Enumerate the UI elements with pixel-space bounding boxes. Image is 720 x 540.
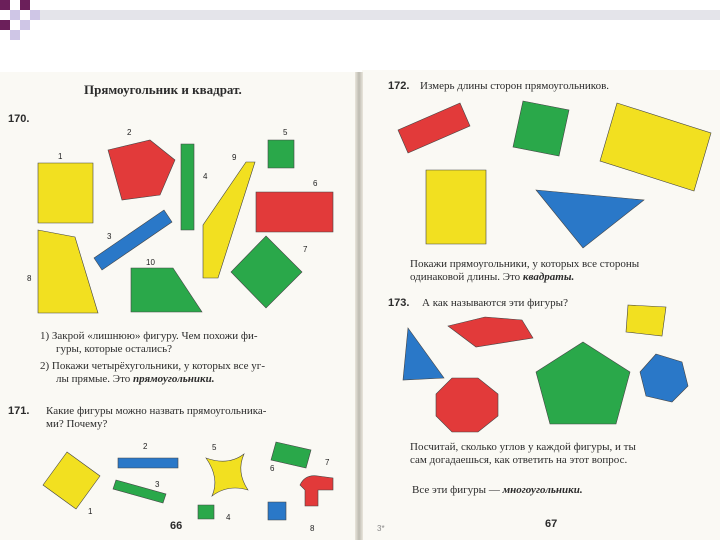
term-polygons: многоугольники. [502, 484, 583, 496]
figure-label: 5 [283, 128, 288, 137]
ex172-blue-triangle-shape [536, 190, 644, 248]
ex170-figure-4-green-strip [181, 144, 194, 230]
figure-label: 1 [88, 507, 93, 516]
figure-label: 7 [303, 245, 308, 254]
ex171-figure-8-red-shape [300, 476, 333, 506]
corner-mark: 3* [377, 524, 385, 533]
ex170-task2-line1: 2) Покажи четырёхугольники, у которых все уг- [40, 360, 265, 372]
ex172-text: Измерь длины сторон прямоугольников. [420, 80, 610, 92]
figure-label: 4 [226, 513, 231, 522]
figure-label: 1 [58, 152, 63, 161]
ex171-figure-1-yellow-square [43, 452, 100, 509]
ex171-text-line1: Какие фигуры можно назвать прямоугольника- [46, 405, 267, 417]
ex173-conclusion-text: Все эти фигуры — [412, 484, 503, 496]
term-rectangles: прямоугольники. [132, 373, 215, 385]
exercise-171-number: 171. [8, 405, 30, 417]
figure-label: 2 [143, 442, 148, 451]
ex170-figure-2-red-pentagon [108, 140, 175, 200]
ex173-green-pentagon [536, 342, 630, 424]
figure-label: 9 [232, 153, 237, 162]
exercise-170-number: 170. [8, 113, 30, 125]
page-number-left: 66 [170, 520, 183, 532]
ex170-figure-8-yellow-trapezoid [38, 230, 98, 313]
ex172-green-square [513, 101, 569, 156]
ex171-figure-4-green-square [198, 505, 214, 519]
exercise-173-number: 173. [388, 297, 410, 309]
figure-label: 5 [212, 443, 217, 452]
ex170-figure-5-green-square [268, 140, 294, 168]
ex171-figure-2-blue-strip [118, 458, 178, 468]
figure-label: 8 [27, 274, 32, 283]
ex170-task2-text: лы прямые. Это [56, 373, 133, 385]
ex173-conclusion [412, 484, 583, 497]
term-squares: квадраты. [522, 271, 575, 283]
ex173-note-line2: сам догадаешься, как ответить на этот вопрос. [410, 454, 628, 466]
figure-label: 6 [313, 179, 318, 188]
ex172-note-text: одинаковой длины. Это [410, 271, 523, 283]
ex170-task1-line2: гуры, которые остались? [56, 343, 172, 355]
page-number-right: 67 [545, 518, 558, 530]
figure-label: 4 [203, 172, 208, 181]
ex170-figure-1-yellow-rectangle [38, 163, 93, 223]
figure-label: 10 [146, 258, 155, 267]
figure-label: 3 [155, 480, 160, 489]
ex172-note-line2 [410, 271, 574, 284]
ex173-red-pentagon [448, 317, 533, 347]
figure-label: 2 [127, 128, 132, 137]
ex170-figure-6-red-rectangle [256, 192, 333, 232]
ex170-task1-line1: 1) Закрой «лишнюю» фигуру. Чем похожи фи- [40, 330, 258, 342]
ex172-yellow-square [426, 170, 486, 244]
ex172-note-line1: Покажи прямоугольники, у которых все стороны [410, 258, 640, 270]
ex171-figure-7-blue-square [268, 502, 286, 520]
ex171-figure-5-yellow-curved-shape [206, 454, 248, 496]
ex170-figure-3-blue-strip [94, 210, 172, 270]
figure-label: 3 [107, 232, 112, 241]
figure-label: 6 [270, 464, 275, 473]
ex170-figure-7-green-rhombus [231, 236, 302, 308]
ex170-task2-line2 [56, 373, 214, 386]
ex173-red-octagon [436, 378, 498, 432]
ex171-text-line2: ми? Почему? [46, 418, 108, 430]
figure-label: 7 [325, 458, 330, 467]
ex173-note-line1: Посчитай, сколько углов у каждой фигуры, и ты [410, 441, 636, 453]
ex173-blue-hexagon [640, 354, 688, 402]
ex172-yellow-rectangle [600, 103, 711, 191]
ex173-text: А как называются эти фигуры? [422, 297, 568, 309]
ex173-blue-triangle [403, 328, 444, 380]
figure-label: 8 [310, 524, 315, 533]
exercise-172-number: 172. [388, 80, 410, 92]
ex172-red-rectangle [398, 103, 470, 153]
page-title: Прямоугольник и квадрат. [84, 82, 242, 97]
ex171-figure-6-green-curved-rectangle [271, 442, 311, 468]
ex173-yellow-quadrilateral [626, 305, 666, 336]
ex170-figure-10-green-trapezoid [131, 268, 202, 312]
